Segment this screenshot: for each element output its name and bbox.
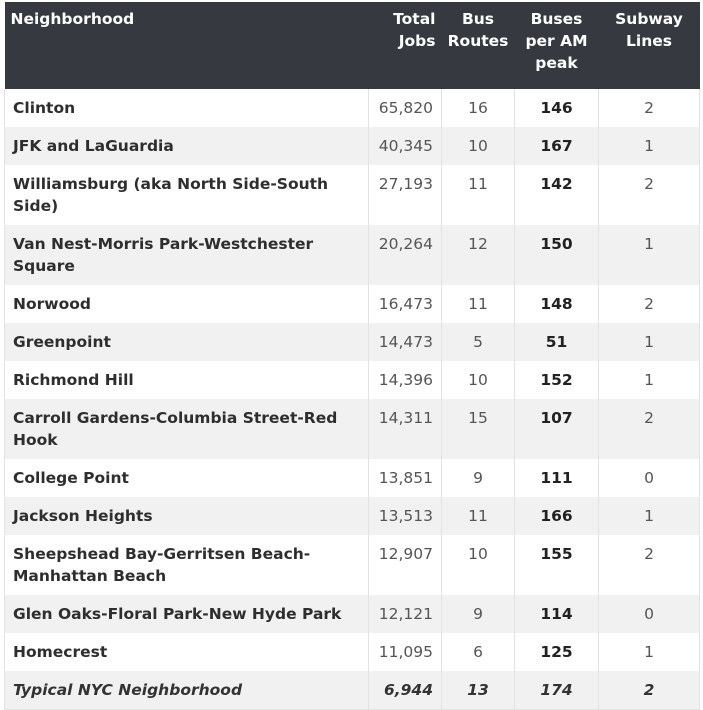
cell-total-jobs: 40,345 [369, 127, 442, 165]
table-row [5, 323, 700, 361]
cell-subway-lines: 1 [599, 225, 700, 285]
cell-buses-per-am-peak: 150 [515, 225, 599, 285]
cell-buses-per-am-peak: 114 [515, 595, 599, 633]
cell-bus-routes: 11 [442, 165, 515, 225]
cell-buses-per-am-peak: 152 [515, 361, 599, 399]
cell-subway-lines: 1 [599, 633, 700, 671]
table-header-row [5, 2, 700, 89]
cell-subway-lines: 1 [599, 361, 700, 399]
cell-total-jobs: 6,944 [369, 671, 442, 710]
header-neighborhood[interactable]: Neighborhood [5, 2, 369, 89]
cell-bus-routes: 13 [442, 671, 515, 710]
table-row [5, 399, 700, 459]
cell-bus-routes: 6 [442, 633, 515, 671]
cell-neighborhood: Norwood [5, 285, 369, 323]
cell-neighborhood: Typical NYC Neighborhood [5, 671, 369, 710]
cell-buses-per-am-peak: 167 [515, 127, 599, 165]
cell-total-jobs: 14,311 [369, 399, 442, 459]
cell-subway-lines: 1 [599, 323, 700, 361]
cell-subway-lines: 2 [599, 535, 700, 595]
neighborhood-transit-table [4, 2, 700, 710]
cell-total-jobs: 12,121 [369, 595, 442, 633]
cell-total-jobs: 14,473 [369, 323, 442, 361]
cell-bus-routes: 12 [442, 225, 515, 285]
cell-buses-per-am-peak: 146 [515, 89, 599, 127]
cell-buses-per-am-peak: 111 [515, 459, 599, 497]
cell-neighborhood: Glen Oaks-Floral Park-New Hyde Park [5, 595, 369, 633]
table-row [5, 497, 700, 535]
cell-bus-routes: 15 [442, 399, 515, 459]
header-total-jobs[interactable]: Total Jobs [369, 2, 442, 89]
cell-neighborhood: College Point [5, 459, 369, 497]
cell-subway-lines: 0 [599, 595, 700, 633]
table-row [5, 285, 700, 323]
cell-bus-routes: 10 [442, 361, 515, 399]
cell-subway-lines: 1 [599, 127, 700, 165]
cell-buses-per-am-peak: 166 [515, 497, 599, 535]
cell-bus-routes: 9 [442, 459, 515, 497]
cell-bus-routes: 10 [442, 127, 515, 165]
cell-bus-routes: 11 [442, 497, 515, 535]
cell-neighborhood: Clinton [5, 89, 369, 127]
cell-neighborhood: JFK and LaGuardia [5, 127, 369, 165]
cell-subway-lines: 2 [599, 285, 700, 323]
cell-subway-lines: 2 [599, 89, 700, 127]
cell-buses-per-am-peak: 107 [515, 399, 599, 459]
cell-neighborhood: Carroll Gardens-Columbia Street-Red Hook [5, 399, 369, 459]
cell-bus-routes: 10 [442, 535, 515, 595]
table-row [5, 225, 700, 285]
cell-total-jobs: 20,264 [369, 225, 442, 285]
table-row [5, 535, 700, 595]
cell-buses-per-am-peak: 174 [515, 671, 599, 710]
cell-subway-lines: 0 [599, 459, 700, 497]
table-row [5, 361, 700, 399]
cell-neighborhood: Williamsburg (aka North Side-South Side) [5, 165, 369, 225]
cell-neighborhood: Greenpoint [5, 323, 369, 361]
table-row [5, 89, 700, 127]
cell-bus-routes: 5 [442, 323, 515, 361]
cell-bus-routes: 11 [442, 285, 515, 323]
typical-neighborhood-row [5, 671, 700, 710]
cell-total-jobs: 16,473 [369, 285, 442, 323]
cell-total-jobs: 65,820 [369, 89, 442, 127]
cell-buses-per-am-peak: 142 [515, 165, 599, 225]
cell-neighborhood: Jackson Heights [5, 497, 369, 535]
table-row [5, 595, 700, 633]
cell-total-jobs: 14,396 [369, 361, 442, 399]
cell-neighborhood: Sheepshead Bay-Gerritsen Beach-Manhattan Beach [5, 535, 369, 595]
header-buses-per-am-peak[interactable]: Buses per AM peak [515, 2, 599, 89]
cell-subway-lines: 2 [599, 399, 700, 459]
cell-total-jobs: 27,193 [369, 165, 442, 225]
cell-buses-per-am-peak: 155 [515, 535, 599, 595]
table-row [5, 459, 700, 497]
cell-subway-lines: 2 [599, 671, 700, 710]
table-row [5, 165, 700, 225]
cell-buses-per-am-peak: 148 [515, 285, 599, 323]
neighborhood-transit-table-container [4, 2, 699, 710]
cell-bus-routes: 9 [442, 595, 515, 633]
table-row [5, 633, 700, 671]
header-subway-lines[interactable]: Subway Lines [599, 2, 700, 89]
cell-buses-per-am-peak: 51 [515, 323, 599, 361]
cell-subway-lines: 2 [599, 165, 700, 225]
cell-total-jobs: 12,907 [369, 535, 442, 595]
cell-total-jobs: 11,095 [369, 633, 442, 671]
cell-total-jobs: 13,851 [369, 459, 442, 497]
cell-bus-routes: 16 [442, 89, 515, 127]
cell-neighborhood: Richmond Hill [5, 361, 369, 399]
cell-neighborhood: Homecrest [5, 633, 369, 671]
header-bus-routes[interactable]: Bus Routes [442, 2, 515, 89]
cell-neighborhood: Van Nest-Morris Park-Westchester Square [5, 225, 369, 285]
cell-total-jobs: 13,513 [369, 497, 442, 535]
cell-subway-lines: 1 [599, 497, 700, 535]
cell-buses-per-am-peak: 125 [515, 633, 599, 671]
table-row [5, 127, 700, 165]
